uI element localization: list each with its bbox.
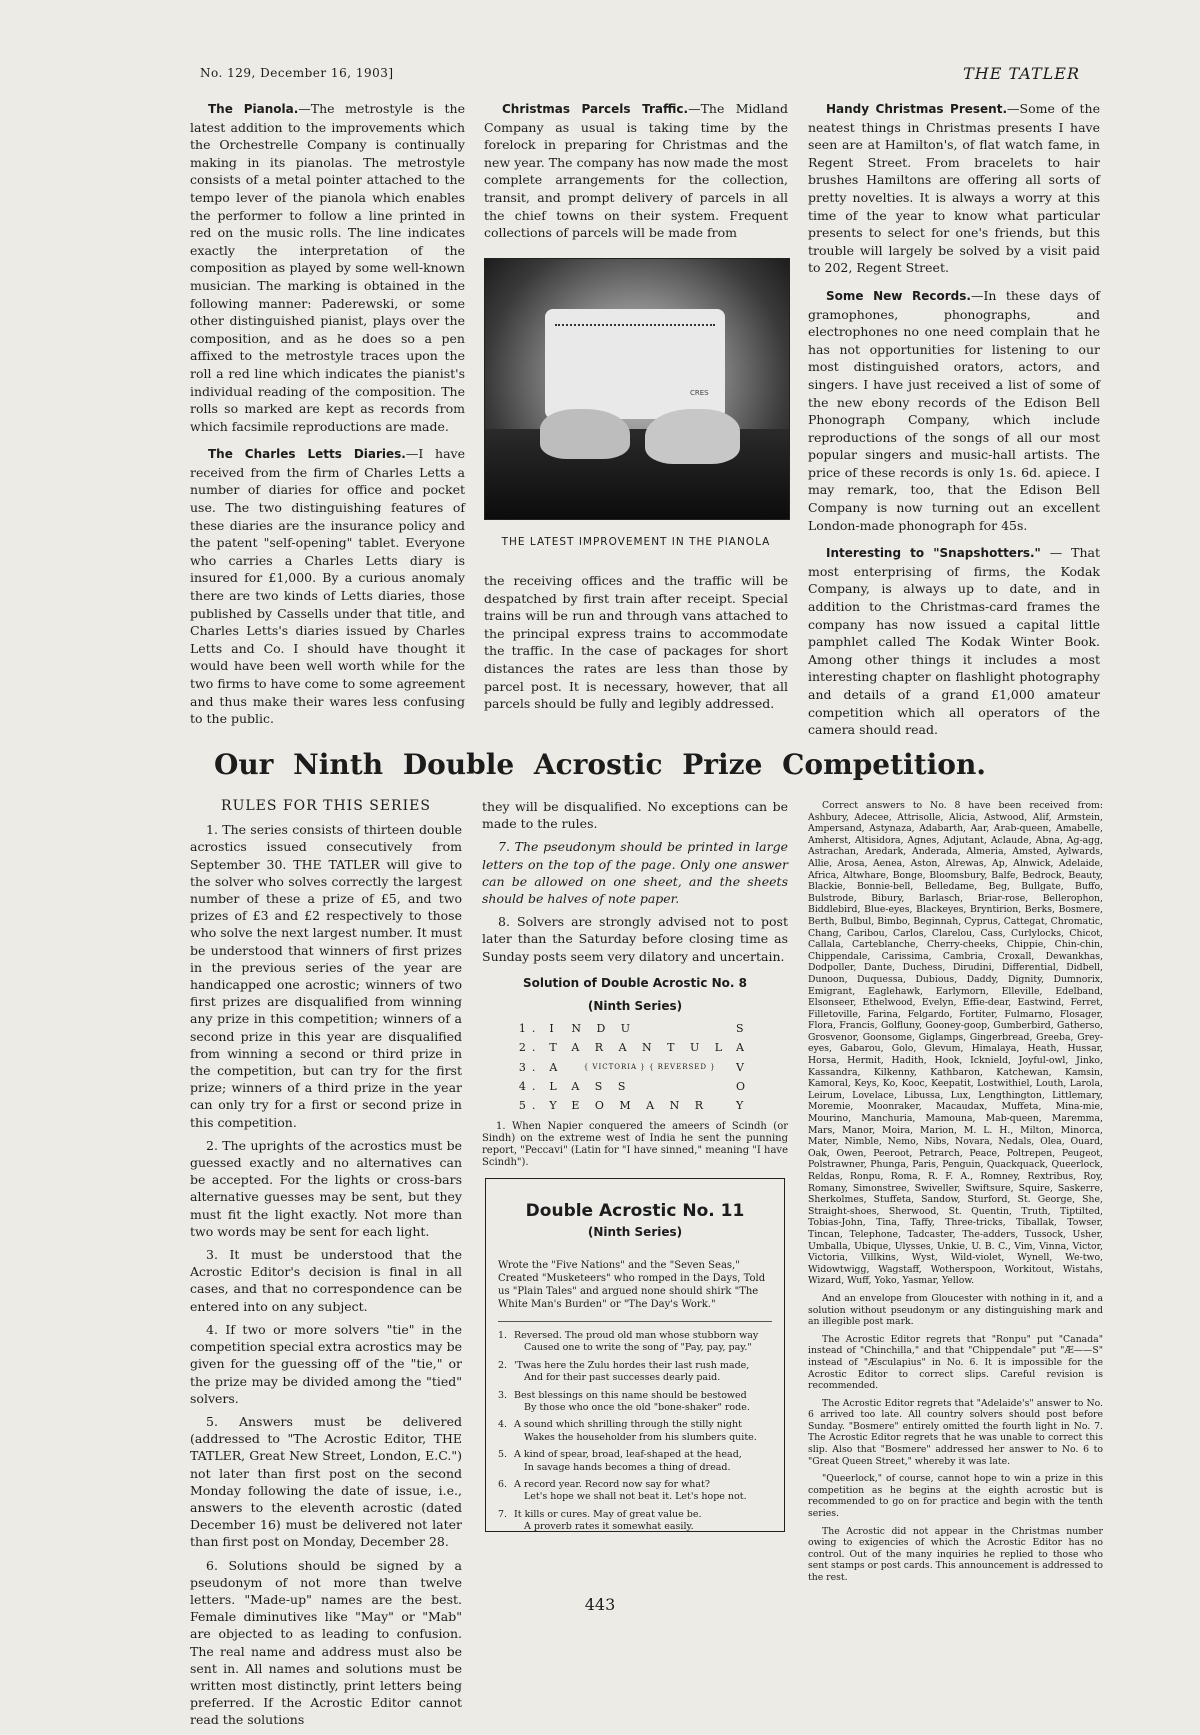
right-upright-letter: S — [736, 1022, 750, 1036]
editor-note: "Queerlock," of course, cannot hope to win a prize in this competition as he begins at the eighth acrostic but is recommended to go on for practice and begin with the tenth series. — [808, 1473, 1103, 1520]
article-new-records — [808, 287, 1100, 534]
left-upright-letter: A — [549, 1060, 564, 1074]
editor-note: The Acrostic Editor regrets that "Ronpu" put "Canada" instead of "Chinchilla," and that "Chippendale" put "Æ——S" instead of "Æsculapius" in No. 6. It is impossible for the Acrostic Editor to correct slips. Careful revision is recommended. — [808, 1333, 1103, 1392]
article-body: —I have received from the firm of Charles Letts a number of diaries for office and pocket use. The two distinguishing features of these diaries are the insurance policy and the patent "self-opening" tablet. Everyone who carries a Charles Letts diary is insured for £1,000. By a curious anomaly there are two kinds of Letts diaries, those published by Cassells under that title, and Charles Letts's diaries issued by Charles Letts and Co. I should have thought it would have been well worth while for the two firms to have come to some agreement and thus make their wares less confusing to the public. — [190, 446, 466, 727]
solution-series: (Ninth Series) — [587, 999, 683, 1014]
right-hand — [645, 409, 740, 464]
article-heading: Interesting to "Snapshotters." — [826, 546, 1041, 561]
clue-line-2: By those who once the old "bone-shaker" rode. — [524, 1402, 750, 1414]
clue-line-1: A record year. Record now say for what? — [514, 1479, 710, 1491]
left-upright-letter: T — [549, 1041, 563, 1055]
article-letts-diaries — [190, 445, 465, 728]
clue-line-2: In savage hands becomes a thing of dread. — [524, 1461, 731, 1473]
clue-line-1: A kind of spear, broad, leaf-shaped at the head, — [514, 1449, 742, 1461]
rule-item: 3. It must be understood that the Acrostic Editor's decision is final in all cases, and that no correspondence can be entered into on any subject. — [190, 1247, 462, 1314]
light-middle: A S S — [571, 1079, 632, 1093]
light-clue — [498, 1330, 774, 1355]
correct-answers-column — [808, 800, 1103, 1590]
rule-item: 5. Answers must be delivered (addressed to "The Acrostic Editor, THE TATLER, Great New Street, London, E.C.") not later than first post on the second Monday following the date of issue, i.e., answers to the eleventh acrostic (dated December 16) must be delivered not later than first post on Monday, December 28. — [190, 1413, 462, 1550]
column-1 — [190, 100, 465, 738]
light-clue — [498, 1479, 774, 1504]
row-number: 1. — [518, 1022, 542, 1036]
pianola-photo — [484, 258, 790, 520]
light-clue — [498, 1509, 774, 1534]
article-pianola — [190, 100, 465, 435]
music-roll — [545, 309, 725, 419]
issue-date: No. 129, December 16, 1903] — [200, 66, 394, 80]
right-upright-letter: Y — [736, 1099, 750, 1113]
left-upright-letter: L — [549, 1079, 563, 1093]
rules-continued-column — [482, 798, 788, 1169]
article-body-continued: the receiving offices and the traffic will be despatched by first train after receipt. Special trains will be run and through vans attached to the principal express trains to accommodate the traffic. In the case of packages for short distances the rates are less than those by parcel post. It is necessary, however, that all parcels should be fully and legibly addressed. — [484, 573, 788, 712]
light-middle: { VICTORIA } { REVERSED } — [583, 1062, 716, 1071]
rule-item: 2. The uprights of the acrostics must be guessed exactly and no alternatives can be accepted. For the lights or cross-bars alternative guesses may be sent, but they must fit the light exactly. Not more than two words may be sent for each light. — [190, 1137, 462, 1239]
clue-line-2: Let's hope we shall not beat it. Let's hope not. — [524, 1491, 747, 1503]
row-number: 3. — [518, 1060, 542, 1074]
acrostic-title: Double Acrostic No. 11 — [525, 1201, 745, 1221]
light-middle: A R A N T U L — [571, 1041, 729, 1055]
clue-line-2: Wakes the householder from his slumbers quite. — [524, 1431, 757, 1443]
clue-line-1: It kills or cures. May of great value be. — [514, 1508, 702, 1520]
rule-item: 6. Solutions should be signed by a pseudonym of not more than twelve letters. "Made-up" names are the best. Female diminutives like "May" or "Mab" are objected to as leading to confusion. The real name and address must also be sent in. All names and solutions must be written most distinctly, print letters being preferred. If the Acrostic Editor cannot read the solutions — [190, 1557, 462, 1728]
solution-row — [515, 1038, 755, 1057]
article-christmas-present — [808, 100, 1100, 277]
column-2-continued — [484, 572, 788, 723]
rules-heading: RULES FOR THIS SERIES — [221, 798, 431, 814]
light-clue — [498, 1449, 774, 1474]
rule-item: 4. If two or more solvers "tie" in the competition special extra acrostics may be given for the guessing off of the "tie," or the prize may be divided among the "tied" solvers. — [190, 1321, 462, 1406]
solution-row — [515, 1096, 755, 1115]
clue-line-2: And for their past successes dearly paid. — [524, 1372, 721, 1384]
rule-continued: they will be disqualified. No exceptions can be made to the rules. — [482, 799, 788, 832]
solution-row — [515, 1058, 755, 1077]
clue-number: 3. — [498, 1389, 508, 1401]
article-heading: The Pianola. — [208, 102, 299, 116]
column-2 — [484, 100, 788, 252]
solution-grid — [515, 1019, 755, 1115]
editor-note: The Acrostic did not appear in the Christmas number owing to exigencies of which the Acrostic Editor has no control. Out of the many inquiries he replied to those who sent stamps or post cards. This announcement is addressed to the rest. — [808, 1525, 1103, 1583]
roll-marking: CRES — [690, 389, 709, 397]
right-upright-letter: O — [736, 1079, 752, 1093]
article-body: —The metrostyle is the latest addition to the improvements which the Orchestrelle Company is continually making in its pianolas. The metrostyle consists of a metal pointer attached to the tempo lever of the pianola which enables the performer to follow a line printed in red on the music rolls. The line indicates exactly the interpretation of the composition as played by some well-known musician. The marking is obtained in the following manner: Paderewski, or some other distinguished pianist, plays over the composition, and as he does so a pen affixed to the metrostyle traces upon the roll a red line which indicates the pianist's individual reading of the composition. The rolls so marked are kept as records from which facsimile reproductions are made. — [190, 101, 465, 434]
rule-item: 7. The pseudonym should be printed in large letters on the top of the page. Only one answer can be allowed on one sheet, and the sheets should be halves of note paper. — [482, 839, 788, 907]
clue-line-2: Caused one to write the song of "Pay, pay, pay." — [524, 1342, 752, 1354]
clue-number: 6. — [498, 1479, 508, 1491]
light-clue — [498, 1390, 774, 1415]
solution-row — [515, 1077, 755, 1096]
clue-number: 4. — [498, 1419, 508, 1431]
clue-number: 5. — [498, 1449, 508, 1461]
light-clue — [498, 1419, 774, 1444]
light-clue — [498, 1360, 774, 1385]
clue-number: 2. — [498, 1359, 508, 1371]
row-number: 5. — [518, 1099, 542, 1113]
row-number: 2. — [518, 1041, 542, 1055]
competition-title: Our Ninth Double Acrostic Prize Competition. — [213, 748, 987, 781]
article-body: — That most enterprising of firms, the Kodak Company, is always up to date, and in addition to the Christmas-card frames the company has now issued a capital little pamphlet called The Kodak Winter Book. Among other things it includes a most interesting chapter on flashlight photography and details of a grand £1,000 amateur competition which all operators of the camera should read. — [808, 545, 1100, 738]
article-heading: Christmas Parcels Traffic. — [502, 102, 689, 116]
clue-line-2: A proverb rates it somewhat easily. — [524, 1521, 694, 1533]
masthead: THE TATLER — [963, 64, 1080, 83]
right-upright-letter: A — [736, 1041, 750, 1055]
solution-footnote: 1. When Napier conquered the ameers of Scindh (or Sindh) on the extreme west of India he sent the punning report, "Peccavi" (Latin for "I have sinned," meaning "I have Scindh"). — [482, 1121, 788, 1169]
clue-line-1: Reversed. The proud old man whose stubborn way — [514, 1330, 759, 1341]
clue-number: 1. — [498, 1330, 508, 1341]
clue-number: 7. — [498, 1508, 508, 1520]
light-middle: E O M A N R — [571, 1099, 710, 1113]
article-snapshotters — [808, 544, 1100, 739]
editor-note: The Acrostic Editor regrets that "Adelaide's" answer to No. 6 arrived too late. All country solvers should post before Sunday. "Bosmere" entirely omitted the fourth light in No. 7. The Acrostic Editor regrets that he was unable to correct this slip. Also that "Bosmere" addressed her answer to No. 6 to "Great Queen Street," whereby it was late. — [808, 1397, 1103, 1467]
article-body: —Some of the neatest things in Christmas presents I have seen are at Hamilton's, of flat watch fame, in Regent Street. From bracelets to hair brushes Hamiltons are offering all sorts of pretty novelties. It is always a worry at this time of the year to know what particular presents to select for one's friends, but this trouble will largely be solved by a visit paid to 202, Regent Street. — [808, 101, 1100, 276]
acrostic-lights — [498, 1330, 774, 1534]
left-hand — [540, 409, 630, 459]
editor-note: And an envelope from Gloucester with nothing in it, and a solution without pseudonym or any distinguishing mark and an illegible post mark. — [808, 1292, 1103, 1328]
acrostic-box — [485, 1178, 785, 1532]
article-body: —The Midland Company as usual is taking time by the forelock in preparing for Christmas and the new year. The company has now made the most complete arrangements for the collection, transit, and prompt delivery of parcels in all the chief towns on their system. Frequent collections of parcels will be made from — [484, 101, 789, 241]
keyboard — [485, 429, 789, 519]
row-number: 4. — [518, 1079, 542, 1093]
article-heading: Some New Records. — [826, 288, 971, 303]
article-parcels — [484, 100, 788, 242]
clue-line-1: Best blessings on this name should be bestowed — [514, 1389, 747, 1401]
correct-answers-list: Correct answers to No. 8 have been received from: Ashbury, Adecee, Attrisolle, Alicia, Astwood, Alif, Armstein, Ampersand, Astynaza, Adabarth, Aar, Arab-queen, Amabelle, Amherst, Altisidora, Agnes, Adjutant, Aclaude, Abna, Ag-agg, Astrachan, Aredark, Anderada, Almeria, Amsted, Aylwards, Allie, Arosa, Aenea, Aston, Alrewas, Ap, Alnwick, Adelaide, Africa, Altwhare, Bonge, Bloomsbury, Balfe, Bedrock, Beauty, Blackie, Bonnie-bell, Belledame, Beg, Bullgate, Buffo, Bulstrode, Bibury, Barlasch, Briar-rose, Bellerophon, Biddlebird, Blue-eyes, Blackeyes, Bryntirion, Berks, Bosmere, Berth, Bulbul, Bimbo, Beginnah, Cyprus, Cattegat, Chromatic, Chang, Caribou, Carlos, Clarelou, Cass, Curlylocks, Chicot, Callala, Carteblanche, Cherry-cheeks, Chippie, Chin-chin, Chippendale, Carissima, Cambria, Croxall, Dewankhas, Dodpoller, Dante, Duchess, Dirudini, Differential, Didbell, Dunoon, Duquessa, Dubious, Daddy, Dignity, Dumnorix, Emigrant, Eaglehawk, Earlymorn, Elleville, Edelband, Elsonseer, Ethelwood, Evelyn, Effie-dear, Eastwind, Ferret, Filletoville, Farina, Felgardo, Fortiter, Fulmarno, Flosager, Flora, Francis, Golfluny, Gooney-goop, Gumberbird, Gatherso, Grosvenor, Goonsome, Giglamps, Gingerbread, Greeba, Grey-eyes, Gabarou, Golo, Glevum, Himalaya, Heath, Hussar, Horsa, Hermit, Hadith, Hook, Icknield, Joyful-owl, Jinko, Kassandra, Kilkenny, Kathbaron, Katchewan, Kamsin, Kamoral, Keys, Ko, Kooc, Keepatit, Lostwithiel, Louth, Larola, Leirum, Lovelace, Libussa, Lux, Lengthington, Littlemary, Moremie, Moonraker, Macaudax, Muffeta, Mina-mie, Mourino, Manchuria, Mamouna, Mab-queen, Maremma, Mars, Manor, Moira, Marion, M. L. H., Milton, Minorca, Mater, Nimble, Nemo, Nibs, Novara, Nedals, Olea, Ouard, Oak, Owen, Peeroot, Petrarch, Peace, Poltrepen, Peugeot, Polstrawner, Phunga, Paris, Penguin, Quackquack, Queerlock, Reldas, Ronpu, Roma, R. F. A., Romney, Rextribus, Roy, Romany, Simonstree, Swiveller, Swiftsure, Squire, Saskerre, Sherkolmes, Stuffeta, Sandow, Sturford, St. George, She, Straight-shoes, Sherwood, St. Quentin, Truth, Tiptilted, Tobias-John, Tina, Taffy, Three-tricks, Tiballak, Towser, Tincan, Telephone, Tadcaster, The-adders, Tussock, Usher, Umballa, Ubique, Ulysses, Unkie, U. B. C., Vim, Vinna, Victor, Victoria, Villkins, Wyst, Wild-violet, Wynell, We-two, Widowtwigg, Wagstaff, Wotherspoon, Workitout, Wistahs, Wizard, Wuff, Yoko, Yasmar, Yellow. — [808, 800, 1103, 1287]
article-heading: Handy Christmas Present. — [826, 102, 1007, 116]
acrostic-verse: Wrote the "Five Nations" and the "Seven Seas," Created "Musketeers" who romped in the Days, Told us "Plain Tales" and argued none should shirk "The White Man's Burden" or "The Day's Work." — [498, 1260, 766, 1310]
column-3 — [808, 100, 1100, 749]
divider — [498, 1321, 772, 1322]
photo-caption: THE LATEST IMPROVEMENT IN THE PIANOLA — [501, 536, 771, 548]
rule-item: 8. Solvers are strongly advised not to post later than the Saturday before closing time as Sunday posts seem very dilatory and uncertain. — [482, 914, 788, 964]
light-middle: N D U — [571, 1022, 637, 1036]
article-heading: The Charles Letts Diaries. — [208, 447, 406, 462]
right-upright-letter: V — [736, 1060, 750, 1074]
solution-title: Solution of Double Acrostic No. 8 — [523, 975, 747, 990]
solution-row — [515, 1019, 755, 1038]
left-upright-letter: I — [549, 1022, 560, 1036]
clue-line-1: 'Twas here the Zulu hordes their last rush made, — [514, 1359, 750, 1371]
clue-line-1: A sound which shrilling through the stilly night — [514, 1419, 742, 1431]
rule-item: 1. The series consists of thirteen double acrostics issued consecutively from September 30. THE TATLER will give to the solver who solves correctly the largest number of these a prize of £5, and two prizes of £3 and £2 respectively to those who solve the next largest number. It must be understood that winners of first prizes in the previous series of the year are handicapped one acrostic; winners of two first prizes are disqualified from winning any prize in this competition; winners of a second prize in this year are disqualified from winning a second or third prize in the competition, but can try for the first prize; winners of a third prize in the year can only try for a first or second prize in this competition. — [190, 822, 462, 1130]
page-number: 443 — [584, 1595, 616, 1614]
acrostic-series: (Ninth Series) — [587, 1225, 683, 1239]
article-body: —In these days of gramophones, phonographs, and electrophones no one need complain that he has not opportunities for listening to our most distinguished orators, actors, and singers. I have just received a list of some of the new ebony records of the Edison Bell Phonograph Company, which include reproductions of the songs of all our most popular singers and music-hall artists. The price of these records is only 1s. 6d. apiece. I may remark, too, that the Edison Bell Company is now turning out an excellent London-made phonograph for 45s. — [808, 287, 1100, 533]
left-upright-letter: Y — [549, 1099, 563, 1113]
